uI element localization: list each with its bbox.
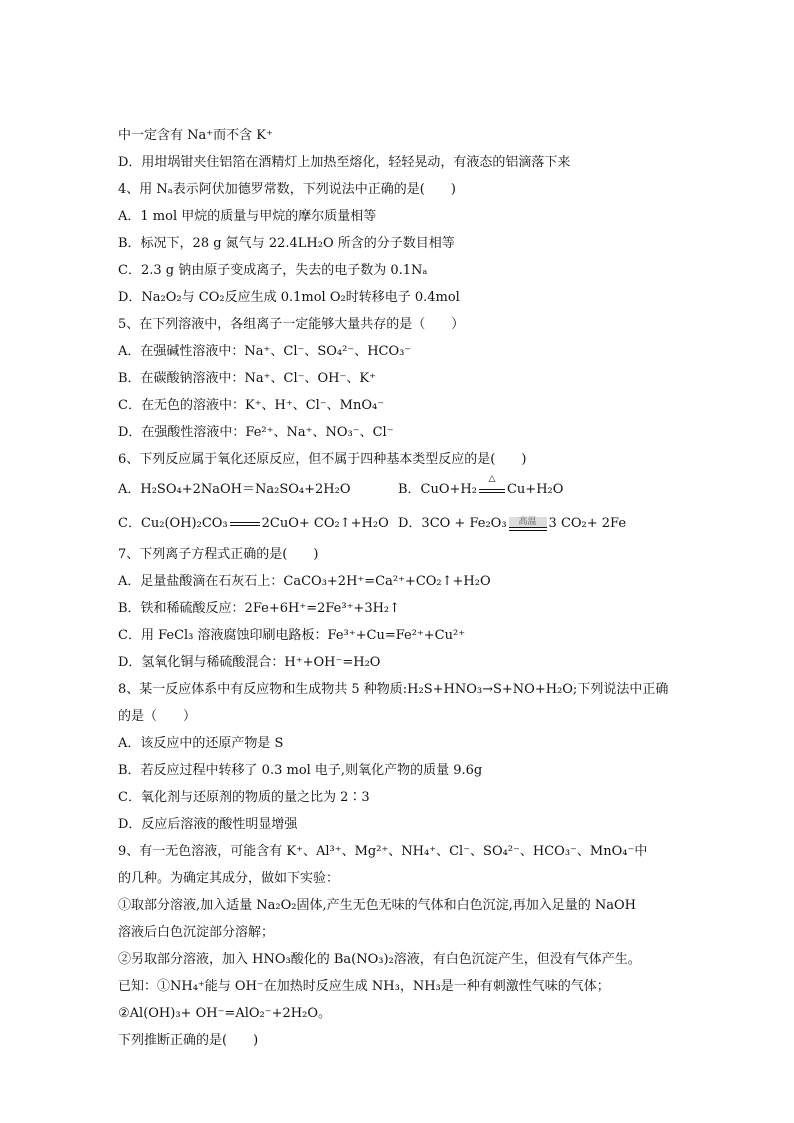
option-d (398, 507, 678, 541)
heat-symbol: △ (488, 474, 496, 484)
question-9: 9、有一无色溶液，可能含有 K⁺、Al³⁺、Mg²⁺、NH₄⁺、Cl⁻、SO₄²⁻、HCO₃⁻、MnO₄⁻中 (118, 844, 648, 859)
equation-left: D．3CO + Fe₂O₃ (398, 516, 507, 531)
option-b (398, 473, 678, 507)
known-1: 已知：①NH₄⁺能与 OH⁻在加热时反应生成 NH₃，NH₃是一种有刺激性气味的气体； (118, 979, 610, 994)
option-b: B．铁和稀硫酸反应：2Fe+6H⁺=2Fe³⁺+3H₂↑ (118, 601, 401, 616)
question-6: 6、下列反应属于氧化还原反应，但不属于四种基本类型反应的是( ) (118, 452, 527, 467)
heat-condition (479, 474, 505, 493)
option-a: A．在强碱性溶液中：Na⁺、Cl⁻、SO₄²⁻、HCO₃⁻ (118, 344, 412, 359)
text-line: 中一定含有 Na⁺而不含 K⁺ (118, 128, 273, 143)
option-a: A．足量盐酸滴在石灰石上：CaCO₃+2H⁺=Ca²⁺+CO₂↑+H₂O (118, 574, 491, 589)
options-row-ab (118, 473, 678, 507)
equation-right: 2CuO+ CO₂↑+H₂O (261, 516, 389, 531)
option-b: B．标况下，28 g 氮气与 22.4LH₂O 所含的分子数目相等 (118, 236, 455, 251)
option-c: C．用 FeCl₃ 溶液腐蚀印刷电路板：Fe³⁺+Cu=Fe²⁺+Cu²⁺ (118, 628, 466, 643)
option-d: D．氢氧化铜与稀硫酸混合：H⁺+OH⁻=H₂O (118, 655, 381, 670)
experiment-1-cont: 溶液后白色沉淀部分溶解； (118, 925, 275, 940)
question-8: 8、某一反应体系中有反应物和生成物共 5 种物质:H₂S+HNO₃→S+NO+H₂O;下列说法中正确 (118, 682, 669, 697)
option-c: C．氧化剂与还原剂的物质的量之比为 2∶3 (118, 790, 370, 805)
option-d: D．Na₂O₂与 CO₂反应生成 0.1mol O₂时转移电子 0.4mol (118, 290, 460, 305)
equation-left: C．Cu₂(OH)₂CO₃ (118, 516, 228, 531)
document-page (118, 122, 678, 1054)
option-d: D．反应后溶液的酸性明显增强 (118, 817, 298, 832)
experiment-2: ②另取部分溶液，加入 HNO₃酸化的 Ba(NO₃)₂溶液，有白色沉淀产生，但没有气体产生。 (118, 952, 641, 967)
question-4: 4、用 Nₐ表示阿伏加德罗常数，下列说法中正确的是( ) (118, 182, 456, 197)
option-c (118, 507, 398, 541)
question-5: 5、在下列溶液中，各组离子一定能够大量共存的是（ ） (118, 317, 465, 332)
equation-right: Cu+H₂O (506, 482, 564, 497)
option-c: C．在无色的溶液中：K⁺、H⁺、Cl⁻、MnO₄⁻ (118, 398, 385, 413)
question-8-cont: 的是（ ） (118, 709, 197, 724)
option-b: B．若反应过程中转移了 0.3 mol 电子,则氧化产物的质量 9.6g (118, 763, 483, 778)
question-7: 7、下列离子方程式正确的是( ) (118, 547, 319, 562)
option-d: D．用坩埚钳夹住铝箔在酒精灯上加热至熔化，轻轻晃动，有液态的铝滴落下来 (118, 155, 571, 170)
option-b: B．在碳酸钠溶液中：Na⁺、Cl⁻、OH⁻、K⁺ (118, 371, 376, 386)
option-c: C．2.3 g 钠由原子变成离子，失去的电子数为 0.1Nₐ (118, 263, 428, 278)
question-9-prompt: 下列推断正确的是( ) (118, 1033, 259, 1048)
option-a: A．该反应中的还原产物是 S (118, 736, 284, 751)
high-temp-label: 高温 (509, 517, 547, 527)
high-temp-condition (509, 517, 547, 531)
known-2: ②Al(OH)₃+ OH⁻=AlO₂⁻+2H₂O。 (118, 1006, 331, 1021)
option-d: D．在强酸性溶液中：Fe²⁺、Na⁺、NO₃⁻、Cl⁻ (118, 425, 394, 440)
options-row-cd (118, 507, 678, 541)
question-9-cont: 的几种。为确定其成分，做如下实验： (118, 871, 340, 886)
equation-right: 3 CO₂+ 2Fe (548, 516, 627, 531)
equals-sign (509, 527, 547, 531)
equation-left: B．CuO+H₂ (398, 482, 477, 497)
equals-sign (230, 522, 260, 526)
equals-sign (479, 489, 505, 493)
experiment-1: ①取部分溶液,加入适量 Na₂O₂固体,产生无色无味的气体和白色沉淀,再加入足量的 NaOH (118, 898, 636, 913)
option-a: A．H₂SO₄+2NaOH＝Na₂SO₄+2H₂O (118, 482, 351, 497)
option-a: A．1 mol 甲烷的质量与甲烷的摩尔质量相等 (118, 209, 377, 224)
